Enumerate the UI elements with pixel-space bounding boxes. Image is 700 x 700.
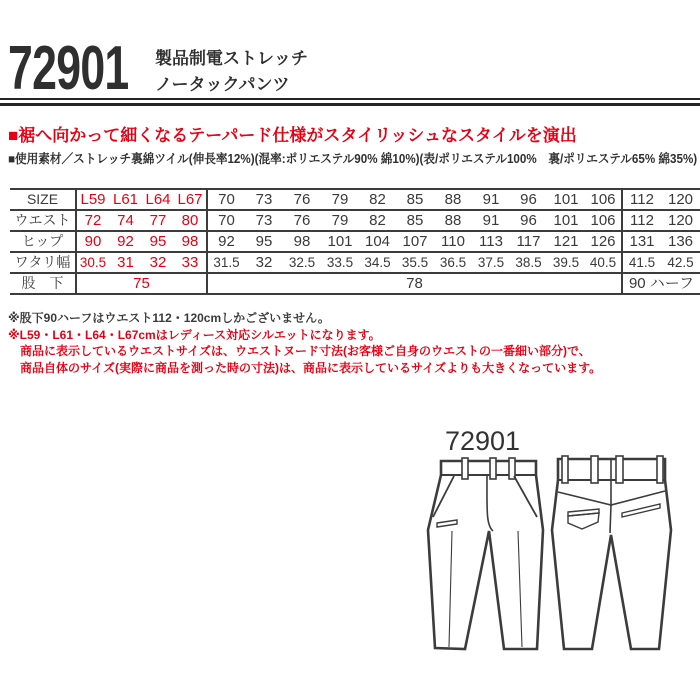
table-cell: 95 (142, 231, 174, 252)
table-cell: 88 (434, 210, 472, 231)
table-row (10, 273, 700, 294)
pants-line-drawing (410, 425, 680, 675)
table-cell: 股 下 (10, 273, 76, 294)
note-garment-size: 商品自体のサイズ(実際に商品を測った時の寸法)は、商品に表示しているサイズよりも大きくなっています。 (20, 360, 602, 375)
table-cell: SIZE (10, 189, 76, 210)
table-cell: 126 (585, 231, 622, 252)
table-cell: 41.5 (622, 252, 661, 273)
table-cell: 92 (109, 231, 142, 252)
crease-right (518, 531, 522, 647)
notes-block (8, 310, 601, 376)
belt-loop (562, 456, 568, 483)
belt-loop (462, 458, 468, 479)
table-cell: 91 (472, 210, 510, 231)
size-table-container (10, 188, 700, 295)
table-row (10, 189, 700, 210)
table-cell: 72 (76, 210, 109, 231)
table-cell: 98 (283, 231, 321, 252)
table-cell: 31 (109, 252, 142, 273)
table-cell: 39.5 (547, 252, 585, 273)
table-cell: 85 (396, 189, 434, 210)
table-cell: 73 (245, 189, 283, 210)
table-cell: 33 (174, 252, 207, 273)
table-cell: 82 (359, 210, 396, 231)
table-cell: 76 (283, 210, 321, 231)
pants-front-drawing (428, 458, 543, 649)
table-cell: ワタリ幅 (10, 252, 76, 273)
table-cell: 112 (622, 189, 661, 210)
back-pocket-welt (622, 504, 660, 517)
table-cell: 92 (207, 231, 245, 252)
table-cell: 32 (142, 252, 174, 273)
table-cell: 112 (622, 210, 661, 231)
table-cell: 38.5 (510, 252, 547, 273)
table-row (10, 210, 700, 231)
table-cell: 96 (510, 189, 547, 210)
belt-loop (616, 456, 623, 483)
table-cell: 75 (76, 273, 207, 294)
table-cell: 120 (661, 210, 700, 231)
table-cell: 136 (661, 231, 700, 252)
belt-loop (509, 458, 515, 479)
table-cell: 35.5 (396, 252, 434, 273)
table-cell: 42.5 (661, 252, 700, 273)
table-cell: 79 (321, 189, 359, 210)
table-cell: 90 ハーフ (622, 273, 700, 294)
belt-loop (490, 458, 496, 479)
table-cell: 32.5 (283, 252, 321, 273)
product-subtitle-line2: ノータックパンツ (155, 75, 290, 94)
table-row (10, 252, 700, 273)
table-cell: 73 (245, 210, 283, 231)
table-cell: 78 (207, 273, 622, 294)
table-cell: L64 (142, 189, 174, 210)
crease-left (449, 531, 452, 647)
table-cell: 117 (510, 231, 547, 252)
table-cell: 96 (510, 210, 547, 231)
table-cell: 101 (321, 231, 359, 252)
table-cell: 98 (174, 231, 207, 252)
table-cell: 32 (245, 252, 283, 273)
size-table-body (10, 189, 700, 294)
table-cell: L67 (174, 189, 207, 210)
table-cell: 121 (547, 231, 585, 252)
back-pocket-flap (568, 513, 599, 529)
center-back-seam (610, 459, 611, 533)
table-cell: 131 (622, 231, 661, 252)
table-cell: ウエスト (10, 210, 76, 231)
table-cell: 31.5 (207, 252, 245, 273)
product-code: 72901 (8, 34, 129, 103)
table-cell: 110 (434, 231, 472, 252)
front-pocket-right (514, 476, 537, 517)
side-pocket-slit (437, 520, 457, 527)
material-info: ■使用素材／ストレッチ裏綿ツイル(伸長率12%)(混率:ポリエステル90% 綿10%)(表/ポリエステル100% 裏/ポリエステル65% 綿35%) (8, 152, 698, 166)
table-cell: 82 (359, 189, 396, 210)
table-cell: 76 (283, 189, 321, 210)
table-cell: 106 (585, 210, 622, 231)
table-cell: 33.5 (321, 252, 359, 273)
table-cell: 77 (142, 210, 174, 231)
table-cell: L59 (76, 189, 109, 210)
table-cell: 113 (472, 231, 510, 252)
table-cell: 79 (321, 210, 359, 231)
figure-label: 72901 (444, 426, 521, 456)
table-cell: 36.5 (434, 252, 472, 273)
table-cell: 34.5 (359, 252, 396, 273)
note-ladies: ※L59・L61・L64・L67cmはレディース対応シルエットになります。 (8, 327, 381, 342)
size-table (10, 188, 700, 295)
fly-seam (487, 475, 493, 531)
note-waist-nude: 商品に表示しているウエストサイズは、ウエストヌード寸法(お客様ご自身のウエストの一番細い部分)で、 (20, 344, 591, 358)
table-cell: 70 (207, 189, 245, 210)
product-subtitle-line1: 製品制電ストレッチ (155, 49, 308, 68)
feature-headline: ■裾へ向かって細くなるテーパード仕様がスタイリッシュなスタイルを演出 (8, 126, 577, 145)
table-cell: 106 (585, 189, 622, 210)
pants-back-drawing (552, 456, 671, 649)
product-subtitle (155, 46, 308, 98)
table-cell: 74 (109, 210, 142, 231)
header-divider (0, 98, 700, 106)
table-cell: 88 (434, 189, 472, 210)
table-cell: 70 (207, 210, 245, 231)
belt-loop (591, 456, 598, 483)
table-cell: 90 (76, 231, 109, 252)
table-cell: 80 (174, 210, 207, 231)
table-cell: ヒップ (10, 231, 76, 252)
note-inseam90: ※股下90ハーフはウエスト112・120cmしかございません。 (8, 311, 330, 325)
table-cell: 95 (245, 231, 283, 252)
table-cell: 120 (661, 189, 700, 210)
table-cell: 104 (359, 231, 396, 252)
table-cell: 101 (547, 210, 585, 231)
table-cell: 107 (396, 231, 434, 252)
table-cell: 40.5 (585, 252, 622, 273)
belt-loop (657, 456, 663, 483)
table-cell: L61 (109, 189, 142, 210)
table-cell: 101 (547, 189, 585, 210)
table-cell: 30.5 (76, 252, 109, 273)
table-cell: 85 (396, 210, 434, 231)
table-cell: 91 (472, 189, 510, 210)
table-row (10, 231, 700, 252)
table-cell: 37.5 (472, 252, 510, 273)
